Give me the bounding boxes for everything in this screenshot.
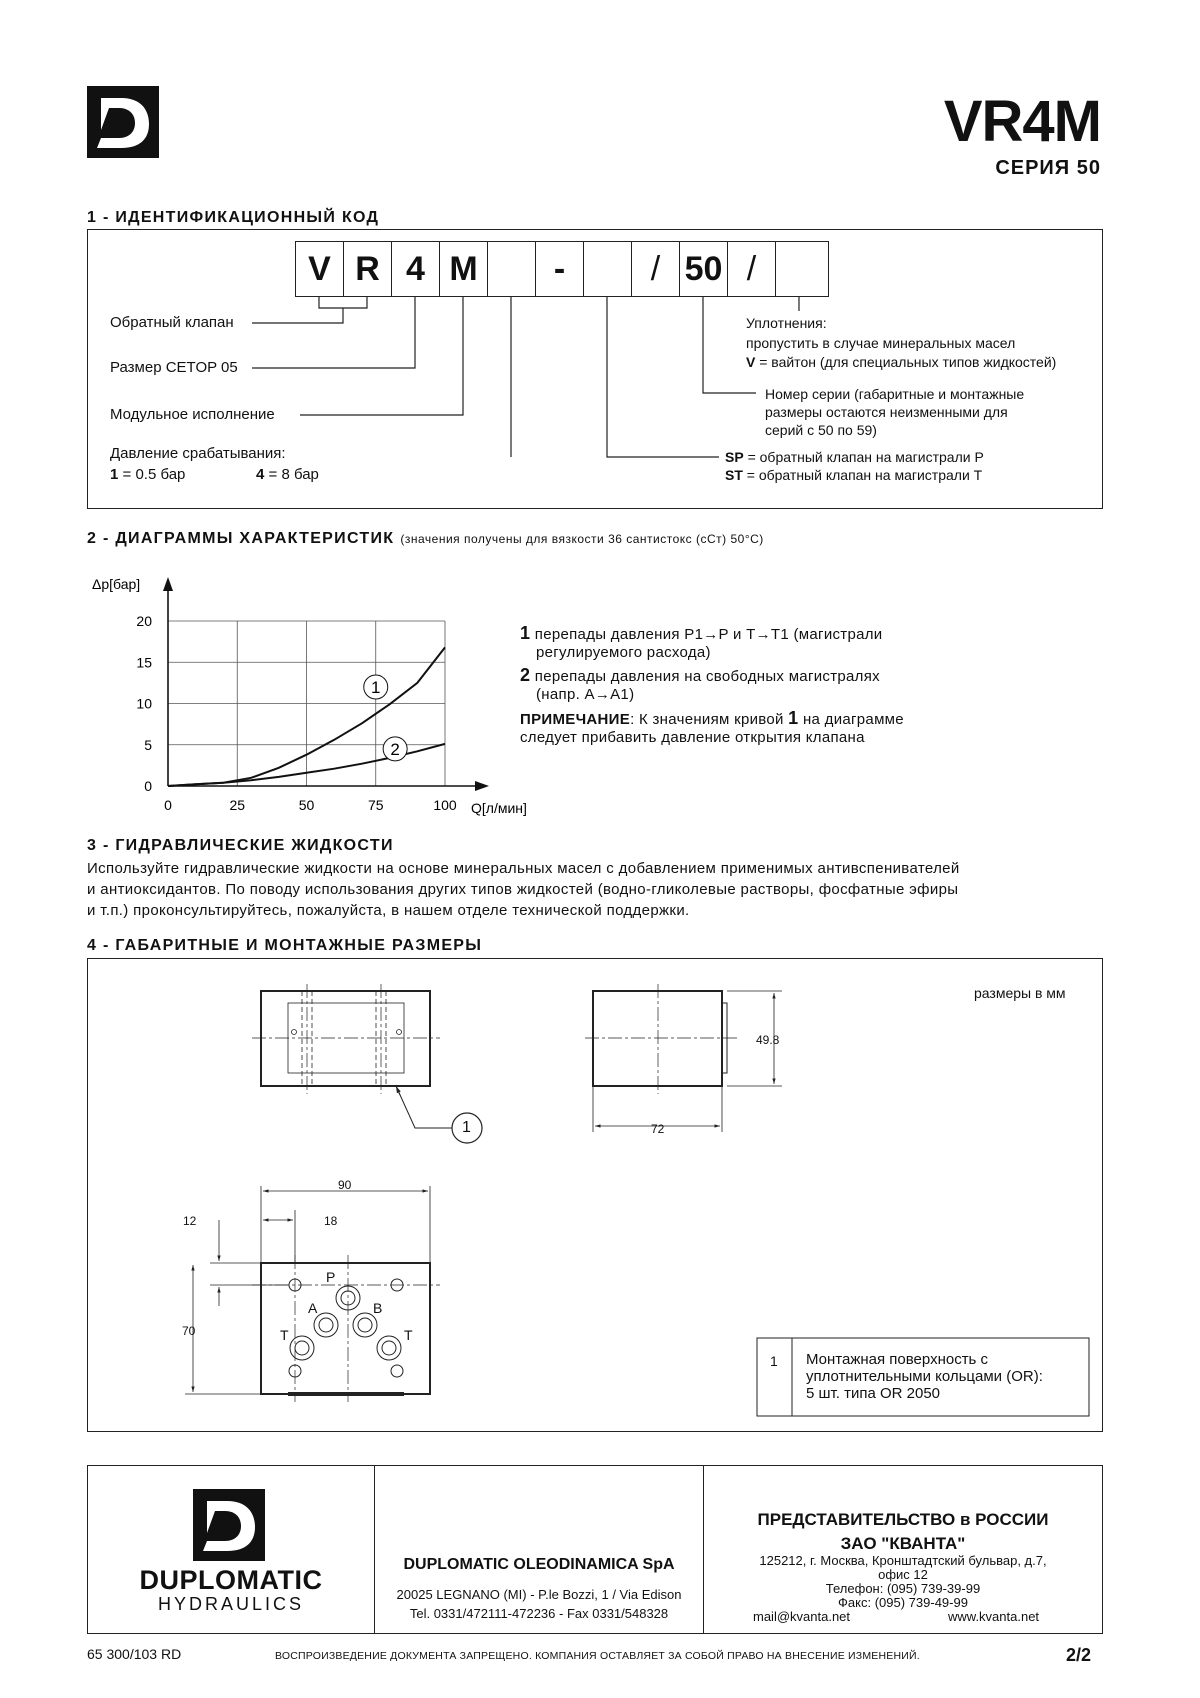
y-tick-label: 5: [144, 736, 152, 753]
label-series-line1: Номер серии (габаритные и монтажные: [765, 386, 1025, 402]
x-tick-label: 75: [367, 797, 384, 813]
y-axis-label: Δp[бар]: [92, 576, 141, 592]
x-tick-label: 0: [164, 797, 172, 813]
section2-title: 2 - ДИАГРАММЫ ХАРАКТЕРИСТИК (значения получены для вязкости 36 сантистокс (сСт) 50°С): [87, 530, 764, 547]
label-seals-line1: пропустить в случае минеральных масел: [746, 335, 1016, 351]
legend-item1-line2: регулируемого расхода): [536, 644, 711, 661]
brand-name: DUPLOMATIC: [139, 1565, 323, 1595]
dim-18: 18: [324, 1214, 338, 1228]
rep-title: ПРЕДСТАВИТЕЛЬСТВО в РОССИИ: [757, 1510, 1049, 1529]
legend-note-line2: следует прибавить давление открытия клапана: [520, 729, 865, 746]
x-tick-label: 25: [229, 797, 246, 813]
dim-90: 90: [338, 1178, 352, 1192]
code-cell: /: [632, 242, 680, 296]
company-name: DUPLOMATIC OLEODINAMICA SpA: [403, 1556, 675, 1573]
legend-note-line1: ПРИМЕЧАНИЕ: К значениям кривой 1 на диаграмме: [520, 708, 904, 728]
note-table-num: 1: [770, 1353, 778, 1369]
port-t-right: T: [404, 1327, 413, 1343]
legend-item2-line1: 2 перепады давления на свободных магистралях: [520, 665, 880, 685]
section1-title: 1 - ИДЕНТИФИКАЦИОННЫЙ КОД: [87, 209, 380, 226]
code-cell: V: [296, 242, 344, 296]
label-check-valve: Обратный клапан: [110, 314, 234, 331]
dim-72: 72: [651, 1122, 665, 1136]
rep-address-2: офис 12: [878, 1567, 928, 1582]
duplomatic-footer-logo-icon: [193, 1489, 265, 1561]
label-cracking-1: 1 = 0.5 бар: [110, 466, 186, 483]
series-subtitle: СЕРИЯ 50: [995, 157, 1101, 179]
label-modular: Модульное исполнение: [110, 406, 275, 423]
brand-sub: HYDRAULICS: [157, 1594, 305, 1614]
dim-49-8: 49.8: [756, 1033, 780, 1047]
x-tick-label: 100: [433, 797, 457, 813]
label-seals-v: V = вайтон (для специальных типов жидкостей): [746, 354, 1057, 370]
rep-email-link[interactable]: mail@kvanta.net: [753, 1609, 851, 1624]
x-axis-label: Q[л/мин]: [471, 800, 527, 816]
label-series-line2: размеры остаются неизменными для: [765, 404, 1008, 420]
rep-website-link[interactable]: www.kvanta.net: [948, 1609, 1040, 1624]
dim-12: 12: [183, 1214, 197, 1228]
page-number: 2/2: [1066, 1645, 1092, 1665]
y-tick-label: 0: [144, 778, 152, 794]
rep-address-1: 125212, г. Москва, Кронштадтский бульвар, д.7,: [759, 1553, 1047, 1568]
fluids-line2: и антиоксидантов. По поводу использования других типов жидкостей (водно-гликолевые растворы, фосфатные эфиры: [87, 881, 959, 898]
dim-70: 70: [182, 1324, 196, 1338]
units-label: размеры в мм: [974, 985, 1066, 1001]
code-cell: -: [536, 242, 584, 296]
product-title: VR4M: [943, 89, 1101, 154]
section3-title: 3 - ГИДРАВЛИЧЕСКИЕ ЖИДКОСТИ: [87, 837, 394, 854]
x-tick-label: 50: [298, 797, 315, 813]
code-cell: R: [344, 242, 392, 296]
label-seals-title: Уплотнения:: [746, 315, 827, 331]
company-address: 20025 LEGNANO (MI) - P.le Bozzi, 1 / Via Edison: [396, 1587, 682, 1602]
label-sp: SP = обратный клапан на магистрали P: [725, 449, 984, 465]
port-a: A: [308, 1300, 318, 1316]
rep-fax: Факс: (095) 739-49-99: [838, 1595, 968, 1610]
note-table-line1: Монтажная поверхность с: [806, 1351, 989, 1368]
port-t-left: T: [280, 1327, 289, 1343]
company-phone: Tel. 0331/472111-472236 - Fax 0331/548328: [409, 1606, 669, 1621]
code-cell: 50: [680, 242, 728, 296]
viscosity-note: (значения получены для вязкости 36 сантистокс (сСт) 50°С): [400, 532, 764, 546]
legend-item1-line1: 1 перепады давления P1→P и T→T1 (магистрали: [520, 623, 883, 643]
code-cell: /: [728, 242, 776, 296]
port-b: B: [373, 1300, 383, 1316]
rep-company: ЗАО "КВАНТА": [840, 1534, 966, 1553]
label-cracking-4: 4 = 8 бар: [256, 466, 319, 483]
callout-number: 1: [462, 1119, 471, 1136]
series-label-1: 1: [371, 678, 381, 697]
doc-code: 65 300/103 RD: [87, 1646, 182, 1662]
port-p: P: [326, 1269, 336, 1285]
legend-item2-line2: (напр. A→A1): [536, 686, 635, 703]
fluids-line3: и т.п.) проконсультируйтесь, пожалуйста, в нашем отделе технической поддержки.: [87, 902, 690, 919]
fluids-line1: Используйте гидравлические жидкости на основе минеральных масел с добавлением применимых антивспенивателей: [87, 860, 960, 877]
series-label-2: 2: [390, 739, 400, 759]
code-cell: M: [440, 242, 488, 296]
label-size: Размер CETOP 05: [110, 359, 238, 376]
y-tick-label: 15: [136, 654, 152, 671]
note-table-line2: уплотнительными кольцами (OR):: [806, 1368, 1043, 1385]
label-cracking-title: Давление срабатывания:: [110, 445, 286, 462]
code-cell: 4: [392, 242, 440, 296]
section4-title: 4 - ГАБАРИТНЫЕ И МОНТАЖНЫЕ РАЗМЕРЫ: [87, 937, 483, 954]
label-st: ST = обратный клапан на магистрали T: [725, 467, 983, 483]
note-table-line3: 5 шт. типа OR 2050: [806, 1385, 941, 1402]
y-tick-label: 10: [136, 695, 152, 712]
rep-phone: Телефон: (095) 739-39-99: [825, 1581, 981, 1596]
label-series-line3: серий с 50 по 59): [765, 422, 877, 438]
y-tick-label: 20: [136, 613, 152, 629]
disclaimer: ВОСПРОИЗВЕДЕНИЕ ДОКУМЕНТА ЗАПРЕЩЕНО. КОМПАНИЯ ОСТАВЛЯЕТ ЗА СОБОЙ ПРАВО НА ВНЕСЕНИЕ ИЗМЕНЕНИЙ.: [275, 1650, 920, 1662]
